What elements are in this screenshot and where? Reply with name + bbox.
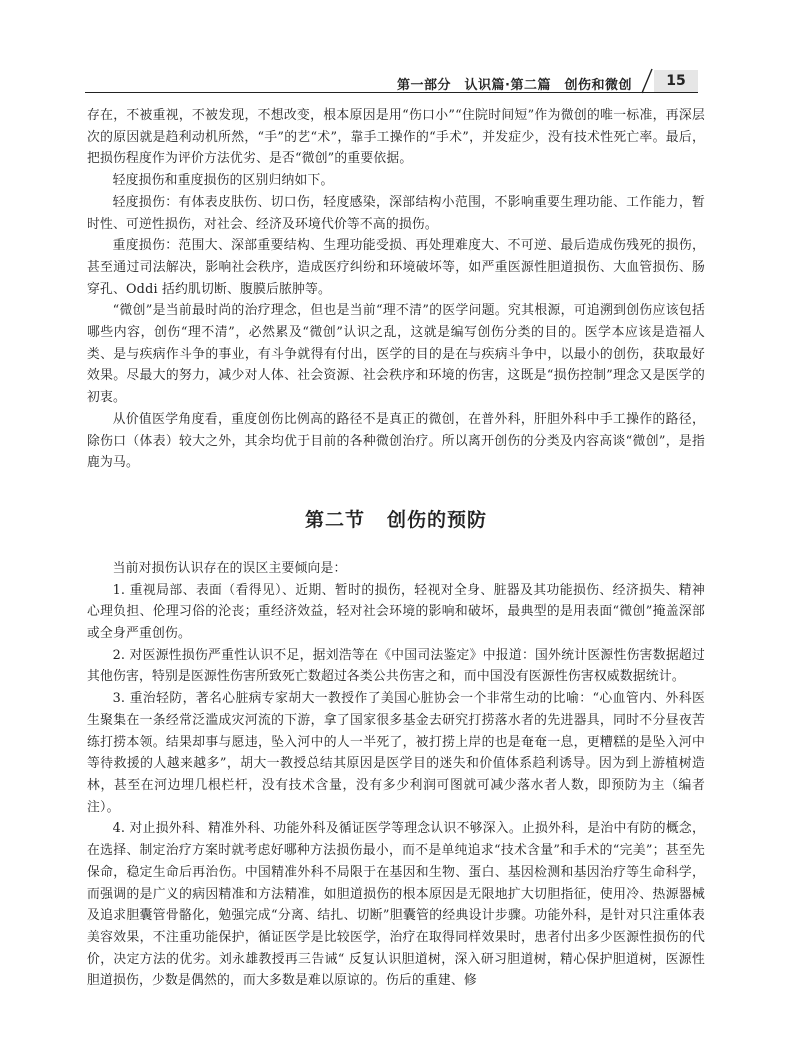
section-number: 第二节 [304,508,365,531]
page-number: 15 [654,70,698,92]
body-text [87,105,705,992]
list-item: 2. 对医源性损伤严重性认识不足，据刘浩等在《中国司法鉴定》中报道：国外统计医源性伤害数据超过其他伤害，特别是医源性伤害所致死亡数超过各类公共伤害之和，而中国没有医源性伤害权威数据统计。 [87,647,705,685]
header-title: 第一部分 认识篇·第二篇 创伤和微创 [397,78,632,93]
paragraph: 轻度损伤：有体表皮肤伤、切口伤，轻度感染，深部结构小范围，不影响重要生理功能、工作能力，暂时性、可逆性损伤，对社会、经济及环境代价等不高的损伤。 [87,194,705,232]
paragraph: 存在，不被重视，不被发现，不想改变，根本原因是用“伤口小”“住院时间短”作为微创的唯一标准，再深层次的原因就是趋利动机所然，“手”的艺“术”，靠手工操作的“手术”，并发症少，没有技术性死亡率。最后，把损伤程度作为评价方法优劣、是否“微创”的重要依据。 [87,108,705,167]
paragraph: 轻度损伤和重度损伤的区别归纳如下。 [112,173,334,189]
list-item: 4. 对止损外科、精准外科、功能外科及循证医学等理念认识不够深入。止损外科，是治中有防的概念，在选择、制定治疗方案时就考虑好哪种方法损伤最小，而不是单纯追求“技术含量”和手术的“完美”；甚至先保命，稳定生命后再治伤。中国精准外科不局限于在基因和生物、蛋白、基因检测和基因治疗等生命科学，而强调的是广义的病因精准和方法精准，如胆道损伤的根本原因是无限地扩大切胆指征，使用冷、热源器械及追求胆囊管骨骼化，勉强完成“分离、结扎、切断”胆囊管的经典设计步骤。功能外科，是针对只注重体表美容效果，不注重功能保护，循证医学是比较医学，治疗在取得同样效果时，患者付出多少医源性损伤的代价，决定方法的优劣。刘永雄教授再三告诫“ 反复认识胆道树，深入研习胆道树，精心保护胆道树，医源性胆道损伤，少数是偶然的，而大多数是难以原谅的。伤后的重建、修 [87,821,705,989]
paragraph: 当前对损伤认识存在的误区主要倾向是： [112,560,347,576]
header-slash-decoration [640,68,654,94]
paragraph: 从价值医学角度看，重度创伤比例高的路径不是真正的微创，在普外科，肝胆外科中手工操作的路径，除伤口（体表）较大之外，其余均优于目前的各种微创治疗。所以离开创伤的分类及内容高谈“微创”，是指鹿为马。 [87,411,705,471]
paragraph: “微创”是当前最时尚的治疗理念，但也是当前“理不清”的医学问题。究其根源，可追溯到创伤应该包括哪些内容，创伤“理不清”，必然累及“微创”认识之乱，这就是编写创伤分类的目的。医学本应该是造福人类、是与疾病作斗争的事业，有斗争就得有付出，医学的目的是在与疾病斗争中，以最小的创伤，获取最好效果。尽最大的努力，减少对人体、社会资源、社会秩序和环境的伤害，这既是“损伤控制”理念又是医学的初衷。 [87,303,705,406]
running-header [85,72,698,98]
section-title: 创伤的预防 [387,508,488,531]
paragraph: 重度损伤：范围大、深部重要结构、生理功能受损、再处理难度大、不可逆、最后造成伤残死的损伤，甚至通过司法解决，影响社会秩序，造成医疗纠纷和环境破坏等，如严重医源性胆道损伤、大血管损伤、肠穿孔、Oddi 括约肌切断、腹膜后脓肿等。 [87,238,705,297]
list-item: 1. 重视局部、表面（看得见）、近期、暂时的损伤，轻视对全身、脏器及其功能损伤、经济损失、精神心理负担、伦理习俗的沦丧；重经济效益，轻对社会环境的影响和破坏，最典型的是用表面“微创”掩盖深部或全身严重创伤。 [87,582,705,642]
list-item: 3. 重治轻防，著名心脏病专家胡大一教授作了美国心脏协会一个非常生动的比喻：“心血管内、外科医生聚集在一条经常泛滥成灾河流的下游，拿了国家很多基金去研究打捞落水者的先进器具，同时不分昼夜苦练打捞本领。结果却事与愿违，坠入河中的人一半死了，被打捞上岸的也是奄奄一息，更糟糕的是坠入河中等待救援的人越来越多”，胡大一教授总结其原因是医学目的迷失和价值体系趋利诱导。因为到上游植树造林，甚至在河边埋几根栏杆，没有技术含量，没有多少利润可图就可减少落水者人数，即预防为主（编者注）。 [87,691,705,815]
section-heading [87,505,705,532]
